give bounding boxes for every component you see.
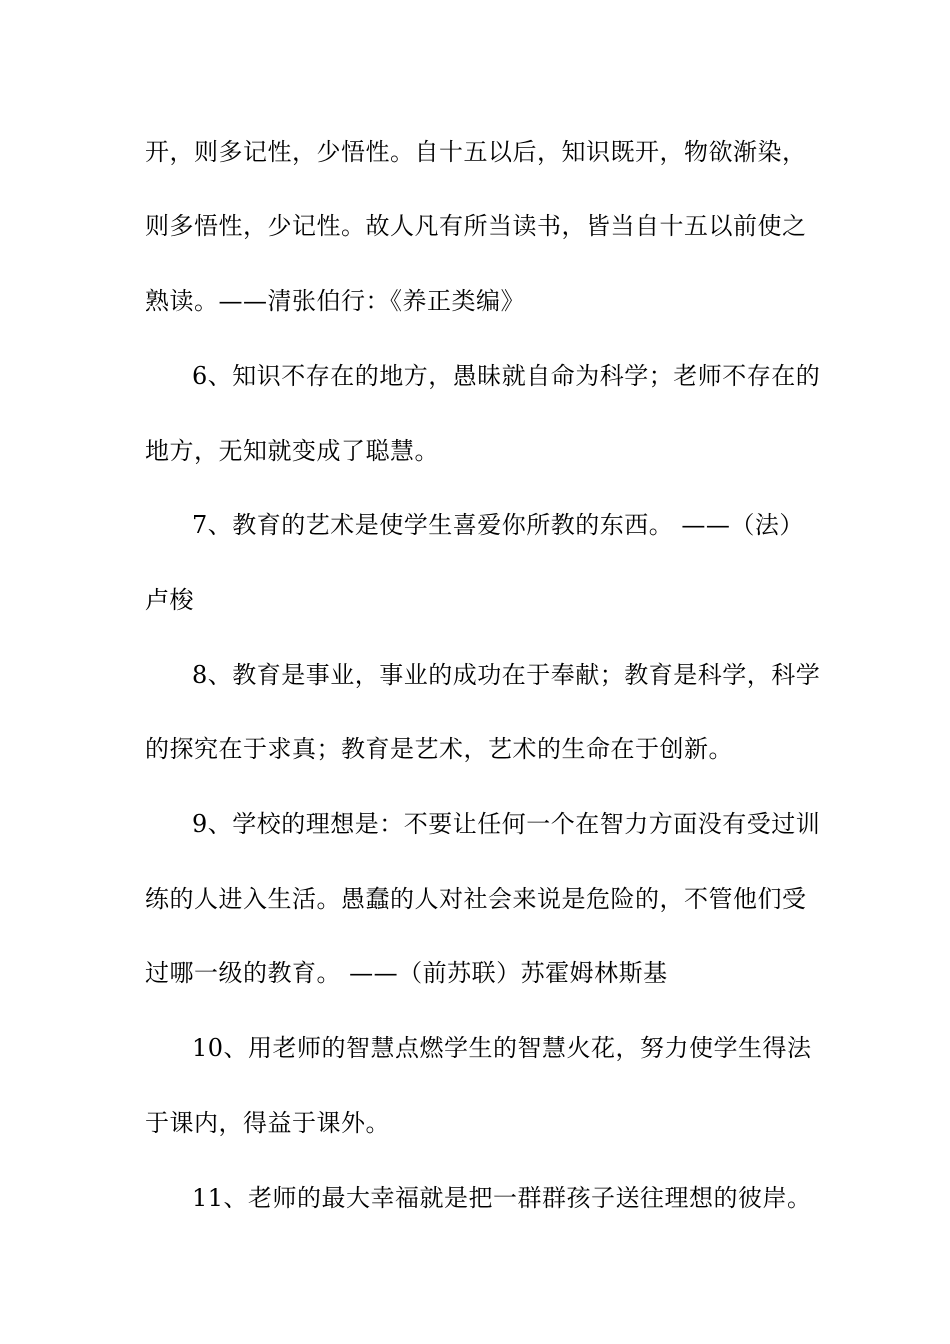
- text-line: 6、知识不存在的地方，愚昧就自命为科学；老师不存在的: [192, 362, 821, 390]
- text-line: 卢梭: [145, 586, 194, 614]
- text-line: 11、老师的最大幸福就是把一群群孩子送往理想的彼岸。: [192, 1184, 812, 1212]
- text-line: 开，则多记性，少悟性。自十五以后，知识既开，物欲渐染，: [145, 138, 807, 166]
- text-line: 则多悟性，少记性。故人凡有所当读书，皆当自十五以前使之: [145, 212, 807, 240]
- text-line: 过哪一级的教育。 ——（前苏联）苏霍姆林斯基: [145, 959, 668, 987]
- text-line: 熟读。——清张伯行：《养正类编》: [145, 287, 525, 315]
- text-line: 于课内，得益于课外。: [145, 1109, 390, 1137]
- text-line: 的探究在于求真；教育是艺术，艺术的生命在于创新。: [145, 735, 733, 763]
- text-line: 9、学校的理想是：不要让任何一个在智力方面没有受过训: [192, 810, 821, 838]
- text-line: 地方，无知就变成了聪慧。: [145, 437, 439, 465]
- text-line: 7、教育的艺术是使学生喜爱你所教的东西。 ——（法）: [192, 511, 804, 539]
- text-line: 练的人进入生活。愚蠢的人对社会来说是危险的，不管他们受: [145, 885, 807, 913]
- text-line: 8、教育是事业，事业的成功在于奉献；教育是科学，科学: [192, 661, 821, 689]
- text-line: 10、用老师的智慧点燃学生的智慧火花，努力使学生得法: [192, 1034, 812, 1062]
